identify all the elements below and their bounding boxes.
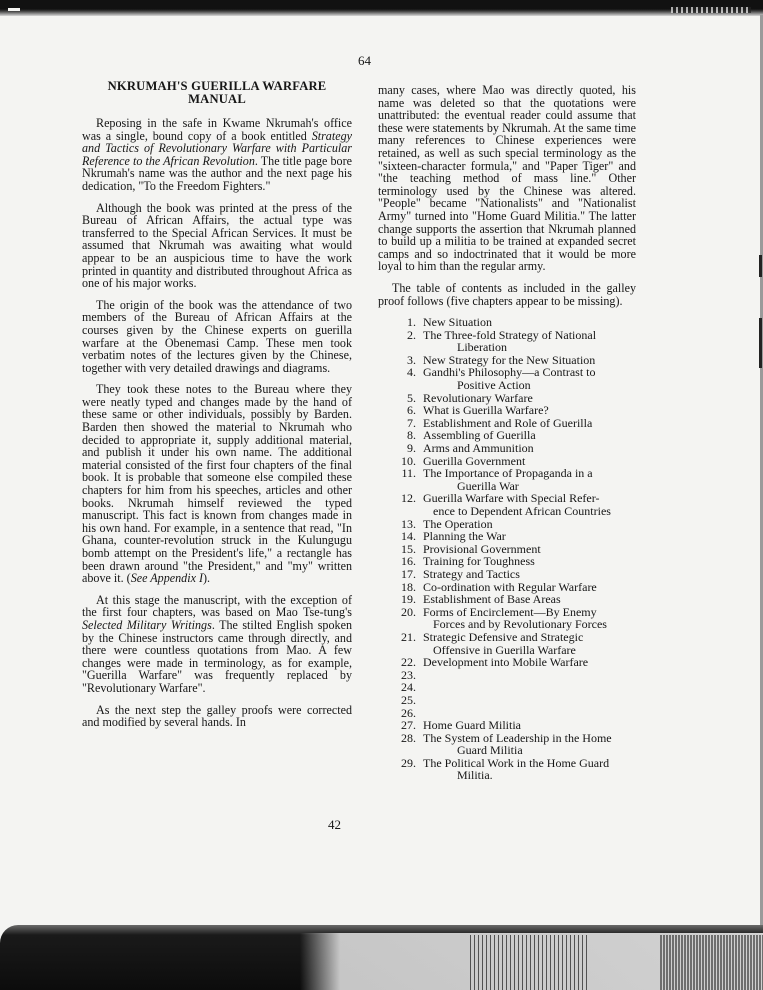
toc-entry (378, 442, 636, 455)
toc-number: 9. (407, 441, 416, 456)
toc-title: Provisional Government (423, 541, 541, 556)
toc-title: Arms and Ammunition (423, 441, 534, 456)
toc-number: 27. (401, 718, 416, 733)
toc-title: The System of Leadership in the Home (423, 730, 612, 745)
toc-title: New Strategy for the New Situation (423, 352, 596, 367)
toc-title: Co-ordination with Regular Warfare (423, 579, 597, 594)
toc-number: 19. (401, 592, 416, 607)
toc-entry (378, 593, 636, 606)
toc-entry (378, 732, 636, 757)
toc-number: 20. (401, 604, 416, 619)
toc-number: 3. (407, 352, 416, 367)
paragraph: As the next step the galley proofs were corrected and modified by several hands. In (82, 702, 352, 730)
paragraph: At this stage the manuscript, with the exception of the first four chapters, was based on Mao Tse-tung's Selected Military Writings. The stilted English spoken by the Chinese instructors came through directly, and there were countless quotations from Mao. A few changes were made in terminology, as for example, "Guerilla Warfare" was frequently replaced by "Revolutionary Warfare". (82, 592, 352, 695)
toc-title: Strategic Defensive and Strategic (423, 629, 584, 644)
scan-top-edge (0, 0, 763, 16)
toc-title: Forms of Encirclement—By Enemy (423, 604, 597, 619)
table-of-contents (378, 316, 636, 782)
toc-title-continuation: Liberation (457, 340, 507, 355)
scan-noise (660, 935, 763, 990)
toc-entry (378, 606, 636, 631)
toc-number: 28. (401, 730, 416, 745)
toc-number: 14. (401, 529, 416, 544)
toc-title: Assembling of Guerilla (423, 428, 536, 443)
toc-entry (378, 329, 636, 354)
toc-title: Guerilla Government (423, 453, 526, 468)
toc-title (423, 669, 636, 682)
toc-entry (378, 719, 636, 732)
toc-entry (378, 694, 636, 707)
toc-title-continuation: Positive Action (457, 378, 531, 393)
toc-title: The Political Work in the Home Guard (423, 755, 610, 770)
scan-right-mark (759, 255, 762, 277)
toc-title: Planning the War (423, 529, 506, 544)
toc-number: 18. (401, 579, 416, 594)
paragraph: They took these notes to the Bureau where they were neatly typed and changes made by the hand of these same or other individuals, possibly by Barden. Barden then showed the material to Nkrumah who decided to appropriate it, supply additional material, and publish it under his own name. The additional material consisted of the first four chapters of the final book. It is probable that someone else compiled these chapters for him from his speeches, articles and other books. Nkrumah himself reviewed the typed manuscript. This fact is known from changes made in his own hand. For example, in a sentence that read, "In Ghana, counter-revolution struck in the Kulungugu bomb attempt on the President's life," a rectangle has been drawn around "the President," and "my" written above it. (See Appendix I). (82, 382, 352, 586)
toc-title: New Situation (423, 315, 492, 330)
paragraph: many cases, where Mao was directly quoted, his name was deleted so that the quotations were unattributed: the eventual reader could assume that these were statements by Nkrumah. At the same time many references to Chinese experiences were retained, as well as such special terminology as the "sixteen-character formula," and "Paper Tiger" and "the teaching method of mass line." Other terminology used by the Chinese was altered. "People" became "Nationalists" and "Nationalist Army" turned into "Home Guard Militia." The latter change supports the assertion that Nkrumah planned to build up a militia to be trained at expanded secret camps and so indoctrinated that it would be more loyal to him than the regular army. (378, 83, 636, 274)
toc-title-continuation: Forces and by Revolutionary Forces (433, 617, 607, 632)
toc-entry (378, 530, 636, 543)
toc-number: 5. (407, 390, 416, 405)
scan-noise (671, 7, 751, 13)
toc-entry (378, 568, 636, 581)
toc-number: 13. (401, 516, 416, 531)
toc-entry (378, 518, 636, 531)
italic-text: Selected Military Writings (82, 617, 212, 632)
article-title: NKRUMAH'S GUERILLA WARFARE MANUAL (107, 79, 327, 106)
toc-title: Guerilla Warfare with Special Refer- (423, 491, 600, 506)
toc-entry (378, 757, 636, 782)
paragraph: The origin of the book was the attendance of two members of the Bureau of African Affairs at the courses given by the Chinese experts on guerilla warfare at the Obenemasi Camp. These men took verbatim notes of the lectures given by the Chinese, together with very detailed drawings and diagrams. (82, 297, 352, 375)
toc-title-continuation: Guerilla War (457, 478, 519, 493)
left-column (82, 80, 352, 738)
toc-number: 11. (401, 466, 416, 481)
toc-title-continuation: Offensive in Guerilla Warfare (433, 642, 576, 657)
right-column (378, 84, 636, 782)
toc-entry (378, 631, 636, 656)
paragraph: Reposing in the safe in Kwame Nkrumah's office was a single, bound copy of a book entitled Strategy and Tactics of Revolutionary Warfare with Particular Reference to the African Revolution. The title page bore Nkrumah's name was the author and the next page his dedication, "To the Freedom Fighters." (82, 116, 352, 193)
toc-title-continuation: Militia. (457, 768, 493, 783)
toc-entry (378, 316, 636, 329)
toc-entry (378, 669, 636, 682)
toc-title: Establishment and Role of Guerilla (423, 415, 593, 430)
toc-title: Strategy and Tactics (423, 566, 520, 581)
paragraph: Although the book was printed at the press of the Bureau of African Affairs, the actual type was transferred to the Special African Services. It must be assumed that Nkrumah was awaiting what would appear to be an auspicious time to have the work printed in quantity and distributed throughout Africa as one of his major works. (82, 200, 352, 291)
toc-title (423, 681, 636, 694)
toc-title (423, 694, 636, 707)
toc-number: 8. (407, 428, 416, 443)
toc-number: 24. (401, 680, 416, 695)
toc-title: Gandhi's Philosophy—a Contrast to (423, 365, 596, 380)
toc-title: What is Guerilla Warfare? (423, 403, 549, 418)
toc-number: 16. (401, 554, 416, 569)
toc-number: 12. (401, 491, 416, 506)
scan-notch (8, 8, 20, 11)
toc-entry (378, 467, 636, 492)
paragraph: The table of contents as included in the galley proof follows (five chapters appear to be missing). (378, 280, 636, 308)
toc-number: 10. (401, 453, 416, 468)
toc-title: Establishment of Base Areas (423, 592, 561, 607)
toc-title: The Importance of Propaganda in a (423, 466, 593, 481)
italic-text: Strategy and Tactics of Revolutionary Warfare with Particular Reference to the African Revolution (82, 128, 352, 168)
page-number-bottom: 42 (328, 817, 341, 832)
toc-entry (378, 492, 636, 517)
scan-right-mark (759, 318, 762, 368)
toc-entry (378, 366, 636, 391)
toc-title: Revolutionary Warfare (423, 390, 533, 405)
toc-entry (378, 404, 636, 417)
toc-title: Training for Toughness (423, 554, 535, 569)
toc-number: 29. (401, 755, 416, 770)
toc-title: The Three-fold Strategy of National (423, 327, 597, 342)
toc-title: Development into Mobile Warfare (423, 655, 589, 670)
toc-entry (378, 681, 636, 694)
scan-noise (470, 935, 590, 990)
toc-number: 4. (407, 365, 416, 380)
toc-number: 25. (401, 692, 416, 707)
toc-number: 15. (401, 541, 416, 556)
toc-number: 7. (407, 415, 416, 430)
toc-number: 2. (407, 327, 416, 342)
toc-number: 22. (401, 655, 416, 670)
toc-title-continuation: Guard Militia (457, 743, 523, 758)
toc-number: 6. (407, 403, 416, 418)
page-number-top: 64 (358, 53, 371, 68)
scan-bottom-edge (0, 925, 763, 990)
toc-title-continuation: ence to Dependent African Countries (433, 504, 611, 518)
toc-number: 17. (401, 566, 416, 581)
toc-number: 23. (401, 667, 416, 682)
toc-title: Home Guard Militia (423, 718, 521, 733)
toc-number: 1. (407, 315, 416, 330)
toc-number: 26. (401, 705, 416, 720)
italic-text: See Appendix I (130, 571, 204, 586)
toc-entry (378, 656, 636, 669)
toc-number: 21. (401, 629, 416, 644)
toc-title: The Operation (423, 516, 493, 531)
